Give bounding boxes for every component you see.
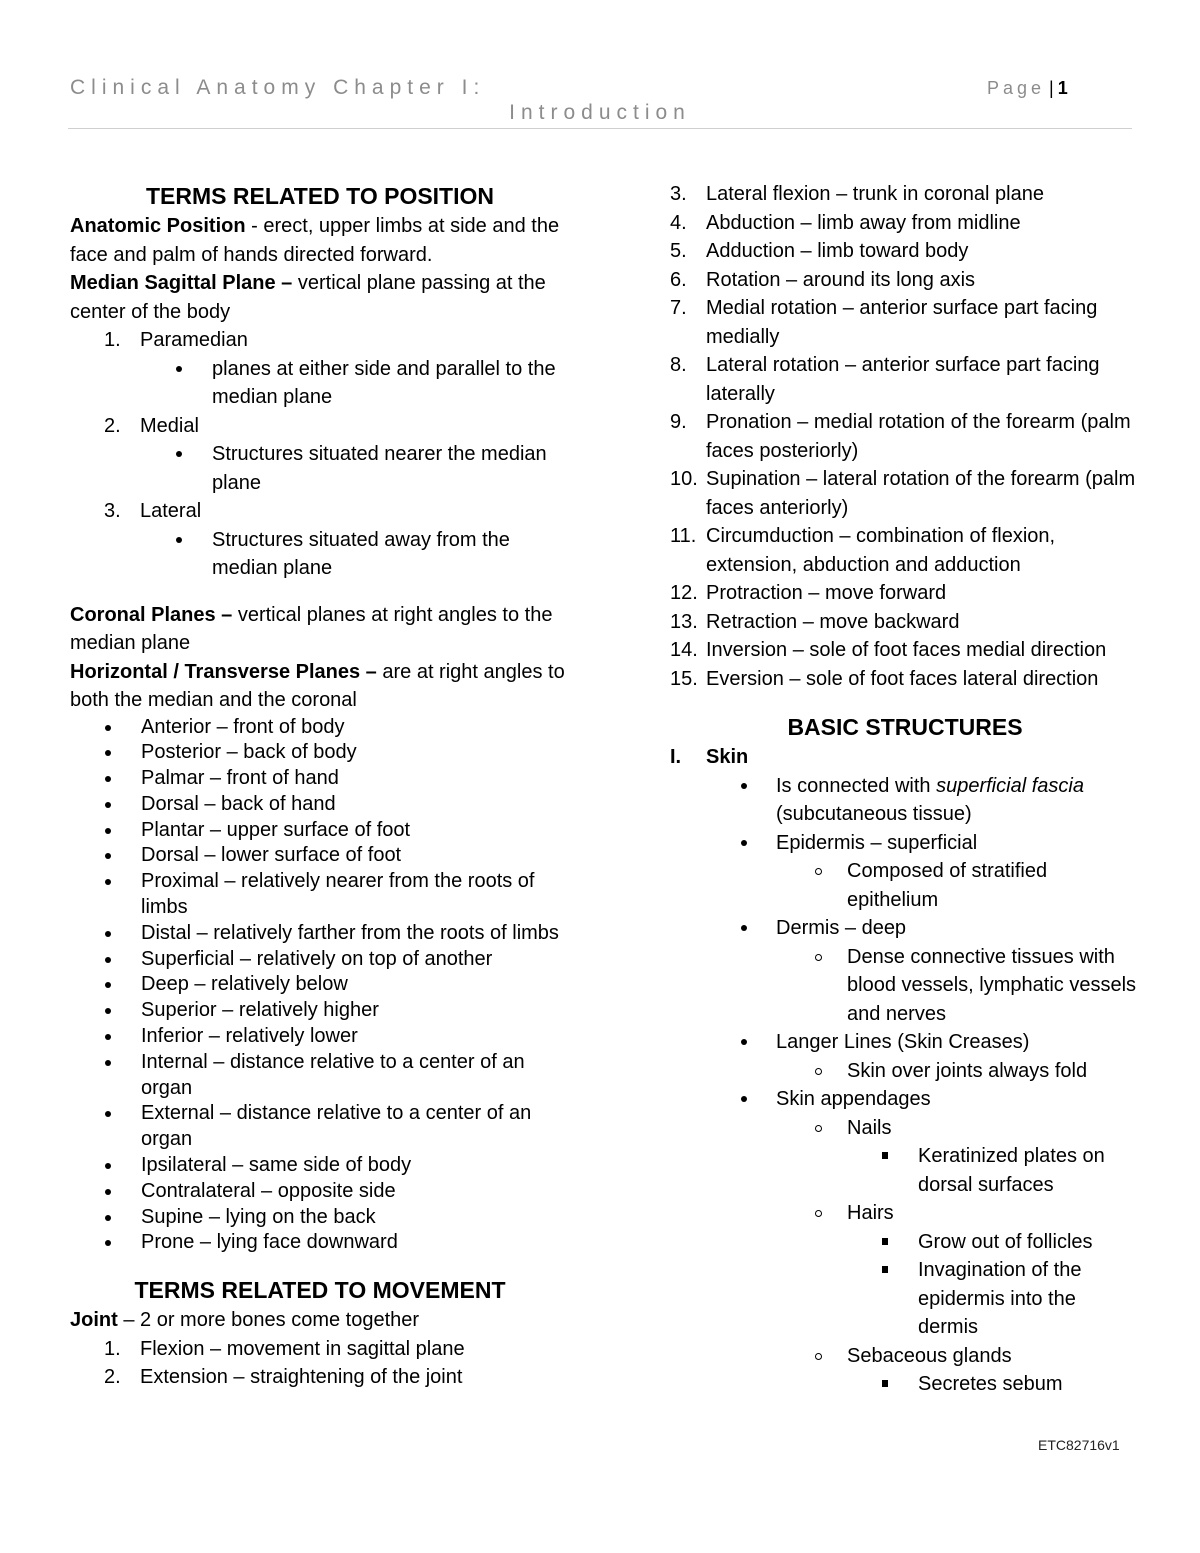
median-plane-para bbox=[70, 269, 570, 326]
list-item: Plantar – upper surface of foot bbox=[70, 818, 570, 844]
directional-terms-list bbox=[70, 715, 570, 1257]
list-item: Ipsilateral – same side of body bbox=[70, 1153, 570, 1179]
movement-number: 12. bbox=[670, 582, 698, 604]
header-rule bbox=[68, 128, 1132, 129]
movement-number: 8. bbox=[670, 354, 687, 376]
document-code: ETC82716v1 bbox=[1038, 1437, 1120, 1453]
horizontal-planes-term: Horizontal / Transverse Planes – bbox=[70, 660, 377, 683]
epidermis-item: Epidermis – superficial bbox=[670, 829, 1140, 858]
movement-number: 1. bbox=[104, 1337, 121, 1360]
list-item: Contralateral – opposite side bbox=[70, 1179, 570, 1205]
movement-text: Flexion – movement in sagittal plane bbox=[140, 1337, 465, 1360]
movement-text: Eversion – sole of foot faces lateral direction bbox=[706, 667, 1099, 690]
dermis-sub-item: Dense connective tissues with blood vessels, lymphatic vessels and nerves bbox=[670, 943, 1140, 1029]
sebaceous-item: Sebaceous glands bbox=[670, 1342, 1140, 1371]
movement-number: 3. bbox=[670, 183, 687, 205]
list-item: Inferior – relatively lower bbox=[70, 1024, 570, 1050]
movement-text: Protraction – move forward bbox=[706, 582, 947, 604]
list-item: Distal – relatively farther from the roots of limbs bbox=[70, 921, 570, 947]
joint-term: Joint bbox=[70, 1309, 118, 1332]
horizontal-planes-def: are at right angles to both the median and the coronal bbox=[70, 660, 565, 711]
appendages-item: Skin appendages bbox=[670, 1085, 1140, 1114]
median-plane-term: Median Sagittal Plane – bbox=[70, 272, 293, 294]
movement-item bbox=[670, 465, 1140, 522]
movement-item bbox=[70, 1335, 570, 1364]
movement-item bbox=[670, 608, 1140, 637]
plane-number: 1. bbox=[104, 329, 121, 351]
movement-number: 15. bbox=[670, 667, 698, 690]
movement-number: 10. bbox=[670, 468, 698, 490]
header-subtitle: Introduction bbox=[509, 101, 691, 124]
movement-number: 5. bbox=[670, 240, 687, 262]
plane-number: 2. bbox=[104, 414, 121, 437]
list-item: Posterior – back of body bbox=[70, 740, 570, 766]
plane-bullet: Structures situated away from the median plane bbox=[70, 526, 570, 583]
movement-text: Abduction – limb away from midline bbox=[706, 211, 1021, 234]
plane-number: 3. bbox=[104, 500, 121, 522]
coronal-planes-def: vertical planes at right angles to the median plane bbox=[70, 603, 553, 654]
movement-number: 6. bbox=[670, 268, 687, 291]
list-item: Superficial – relatively on top of another bbox=[70, 947, 570, 973]
movement-item bbox=[670, 522, 1140, 579]
langer-item: Langer Lines (Skin Creases) bbox=[670, 1028, 1140, 1057]
movement-text: Extension – straightening of the joint bbox=[140, 1366, 463, 1389]
plane-label: Paramedian bbox=[140, 329, 248, 351]
movement-item bbox=[670, 408, 1140, 465]
anatomic-position-def: - erect, upper limbs at side and the face and palm of hands directed forward. bbox=[70, 215, 560, 266]
movement-text: Lateral flexion – trunk in coronal plane bbox=[706, 183, 1044, 205]
header-title: Clinical Anatomy Chapter I: bbox=[70, 76, 486, 99]
movement-text: Inversion – sole of foot faces medial direction bbox=[706, 639, 1107, 661]
joint-para bbox=[70, 1306, 570, 1335]
coronal-planes-para bbox=[70, 601, 570, 658]
heading-basic-structures: BASIC STRUCTURES bbox=[787, 714, 1023, 740]
movement-item bbox=[670, 665, 1140, 694]
heading-position: TERMS RELATED TO POSITION bbox=[146, 183, 494, 209]
list-item: Deep – relatively below bbox=[70, 972, 570, 998]
list-item: Internal – distance relative to a center of an organ bbox=[70, 1050, 570, 1102]
plane-item bbox=[70, 412, 570, 441]
plane-label: Medial bbox=[140, 414, 199, 437]
movement-item bbox=[670, 351, 1140, 408]
movement-text: Retraction – move backward bbox=[706, 610, 960, 633]
skin-connected-post: (subcutaneous tissue) bbox=[776, 803, 972, 825]
plane-label: Lateral bbox=[140, 500, 202, 522]
heading-movement: TERMS RELATED TO MOVEMENT bbox=[134, 1277, 506, 1304]
anatomic-position-para bbox=[70, 212, 570, 269]
joint-def: – 2 or more bones come together bbox=[117, 1309, 420, 1332]
right-column bbox=[670, 180, 1140, 1399]
anatomic-position-term: Anatomic Position bbox=[70, 215, 246, 237]
list-item: Prone – lying face downward bbox=[70, 1230, 570, 1256]
movement-item bbox=[670, 636, 1140, 665]
movement-item bbox=[670, 294, 1140, 351]
plane-item bbox=[70, 326, 570, 355]
movement-number: 7. bbox=[670, 297, 687, 319]
skin-connected-item bbox=[670, 772, 1140, 829]
hairs-sub-item: Invagination of the epidermis into the dermis bbox=[670, 1256, 1140, 1342]
coronal-planes-term: Coronal Planes – bbox=[70, 603, 233, 626]
movement-number: 14. bbox=[670, 639, 698, 661]
movement-text: Adduction – limb toward body bbox=[706, 240, 969, 262]
movement-number: 11. bbox=[670, 525, 697, 547]
section-skin bbox=[670, 743, 1140, 772]
list-item: Supine – lying on the back bbox=[70, 1205, 570, 1231]
movement-item bbox=[670, 237, 1140, 266]
movement-number: 2. bbox=[104, 1366, 121, 1389]
movement-item bbox=[70, 1363, 570, 1392]
movement-number: 13. bbox=[670, 610, 698, 633]
movement-item bbox=[670, 180, 1140, 209]
movement-number: 9. bbox=[670, 411, 687, 433]
horizontal-planes-para bbox=[70, 658, 570, 715]
left-column bbox=[70, 180, 570, 1392]
movement-text: Pronation – medial rotation of the forearm (palm faces posteriorly) bbox=[706, 411, 1131, 462]
movement-text: Lateral rotation – anterior surface part facing laterally bbox=[706, 354, 1100, 405]
page-separator: | bbox=[1049, 78, 1054, 98]
page-label: Page bbox=[987, 78, 1046, 98]
plane-item bbox=[70, 497, 570, 526]
nails-sub-item: Keratinized plates on dorsal surfaces bbox=[670, 1142, 1140, 1199]
sebaceous-sub-item: Secretes sebum bbox=[670, 1370, 1140, 1399]
list-item: Palmar – front of hand bbox=[70, 766, 570, 792]
list-item: Proximal – relatively nearer from the roots of limbs bbox=[70, 869, 570, 921]
list-item: Superior – relatively higher bbox=[70, 998, 570, 1024]
section-number: I. bbox=[670, 746, 682, 768]
list-item: External – distance relative to a center of an organ bbox=[70, 1101, 570, 1153]
plane-bullet: planes at either side and parallel to the median plane bbox=[70, 355, 570, 412]
langer-sub-item: Skin over joints always fold bbox=[670, 1057, 1140, 1086]
hairs-item: Hairs bbox=[670, 1199, 1140, 1228]
nails-item: Nails bbox=[670, 1114, 1140, 1143]
dermis-item: Dermis – deep bbox=[670, 914, 1140, 943]
page-number: 1 bbox=[1057, 78, 1068, 98]
hairs-sub-item: Grow out of follicles bbox=[670, 1228, 1140, 1257]
epidermis-sub-item: Composed of stratified epithelium bbox=[670, 857, 1140, 914]
skin-connected-em: superficial fascia bbox=[936, 774, 1084, 797]
section-label: Skin bbox=[706, 746, 749, 768]
movement-text: Rotation – around its long axis bbox=[706, 268, 976, 291]
movement-item bbox=[670, 579, 1140, 608]
movement-text: Supination – lateral rotation of the forearm (palm faces anteriorly) bbox=[706, 468, 1136, 519]
movement-text: Circumduction – combination of flexion, extension, abduction and adduction bbox=[706, 525, 1056, 576]
list-item: Dorsal – lower surface of foot bbox=[70, 843, 570, 869]
movement-item bbox=[670, 266, 1140, 295]
movement-text: Medial rotation – anterior surface part facing medially bbox=[706, 297, 1098, 348]
skin-connected-pre: Is connected with bbox=[776, 774, 937, 797]
list-item: Anterior – front of body bbox=[70, 715, 570, 741]
movement-item bbox=[670, 209, 1140, 238]
plane-bullet: Structures situated nearer the median plane bbox=[70, 440, 570, 497]
median-plane-def: vertical plane passing at the center of the body bbox=[70, 272, 546, 323]
page-indicator bbox=[987, 78, 1068, 99]
list-item: Dorsal – back of hand bbox=[70, 792, 570, 818]
movement-number: 4. bbox=[670, 211, 687, 234]
